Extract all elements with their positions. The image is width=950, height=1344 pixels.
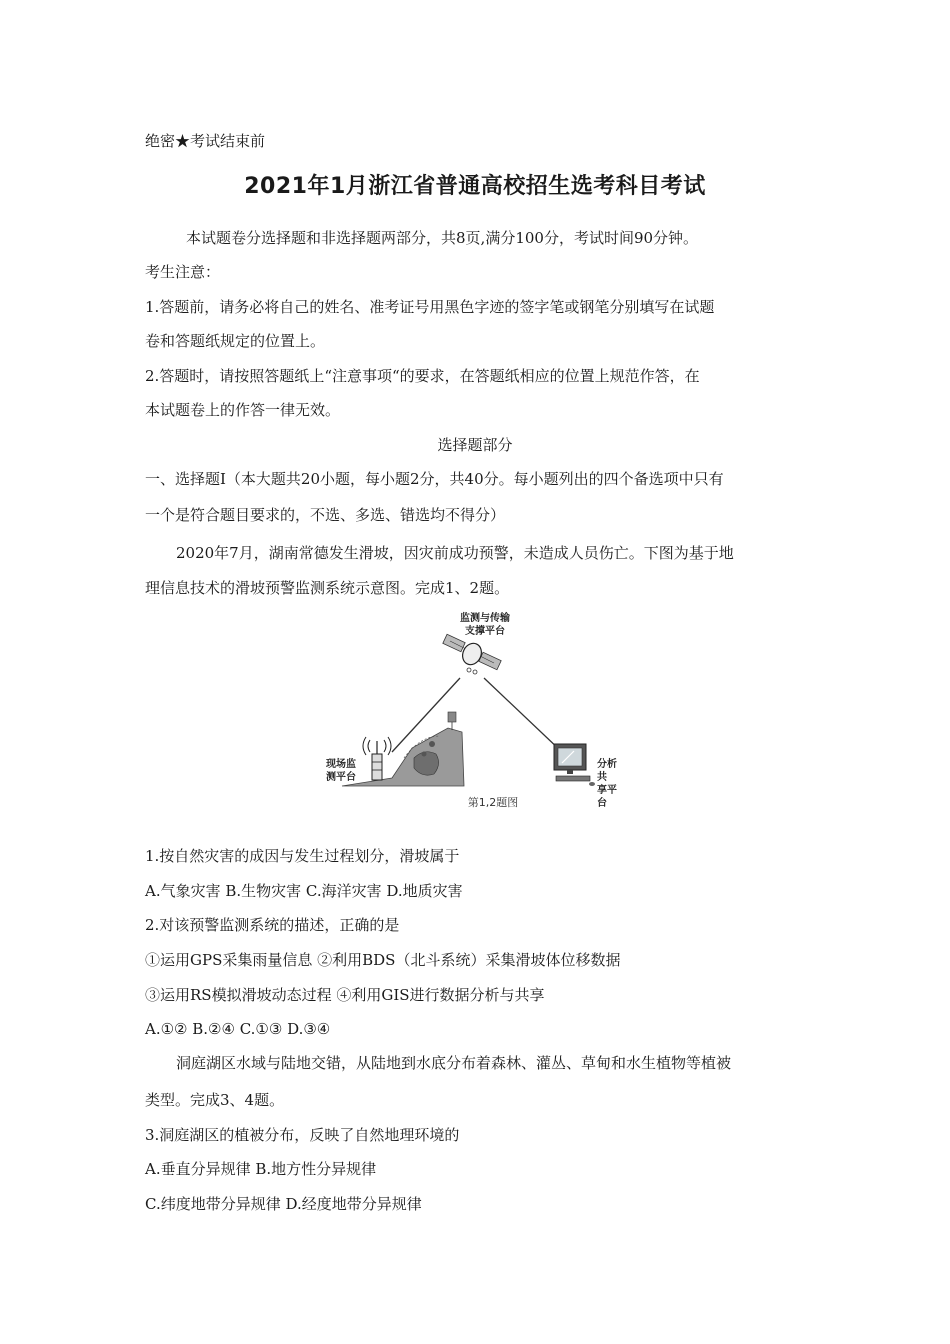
- notice-1-line-1: 1.答题前，请务必将自己的姓名、准考证号用黑色字迹的签字笔或钢笔分别填写在试题: [145, 298, 715, 316]
- section-heading: 选择题部分: [437, 436, 513, 454]
- passage-1-line-1: 2020年7月，湖南常德发生滑坡，因灾前成功预警，未造成人员伤亡。下图为基于地: [176, 544, 734, 562]
- label-analysis-sharing-platform: 分析共 享平台: [597, 759, 617, 809]
- exam-summary: 本试题卷分选择题和非选择题两部分，共8页,满分100分，考试时间90分钟。: [186, 229, 699, 247]
- notice-1-line-2: 卷和答题纸规定的位置上。: [145, 332, 326, 350]
- part1-instructions-line-2: 一个是符合题目要求的，不选、多选、错选均不得分）: [145, 506, 506, 524]
- question-3-stem: 3.洞庭湖区的植被分布，反映了自然地理环境的: [145, 1126, 460, 1144]
- question-1-options: A.气象灾害 B.生物灾害 C.海洋灾害 D.地质灾害: [145, 882, 463, 900]
- computer-icon: [554, 744, 595, 786]
- passage-2-line-1: 洞庭湖区水域与陆地交错，从陆地到水底分布着森林、灌丛、草甸和水生植物等植被: [176, 1054, 732, 1072]
- passage-2-line-2: 类型。完成3、4题。: [145, 1091, 285, 1109]
- part1-instructions-line-1: 一、选择题Ⅰ（本大题共20小题，每小题2分，共40分。每小题列出的四个备选项中只有: [145, 470, 724, 488]
- notice-2-line-1: 2.答题时，请按照答题纸上“注意事项“的要求，在答题纸相应的位置上规范作答，在: [145, 367, 700, 385]
- question-2-stem: 2.对该预警监测系统的描述，正确的是: [145, 916, 400, 934]
- question-1-stem: 1.按自然灾害的成因与发生过程划分，滑坡属于: [145, 847, 460, 865]
- satellite-icon: [443, 634, 501, 674]
- notice-heading: 考生注意：: [145, 263, 221, 281]
- passage-1-line-2: 理信息技术的滑坡预警监测系统示意图。完成1、2题。: [145, 579, 510, 597]
- exam-title: 2021年1月浙江省普通高校招生选考科目考试: [244, 174, 706, 199]
- figure-caption: 第1,2题图: [467, 796, 519, 809]
- notice-2-line-2: 本试题卷上的作答一律无效。: [145, 401, 341, 419]
- landslide-monitoring-figure: [322, 608, 626, 816]
- question-2-options: A.①② B.②④ C.①③ D.③④: [145, 1020, 331, 1038]
- question-2-item-b: ③运用RS模拟滑坡动态过程 ④利用GIS进行数据分析与共享: [145, 986, 545, 1004]
- secret-mark: 绝密★考试结束前: [145, 132, 266, 150]
- monitoring-tower-icon: [363, 737, 391, 780]
- label-field-monitoring-platform: 现场监 测平台: [326, 759, 356, 783]
- question-3-options-line-2: C.纬度地带分异规律 D.经度地带分异规律: [145, 1195, 422, 1213]
- question-2-item-a: ①运用GPS采集雨量信息 ②利用BDS（北斗系统）采集滑坡体位移数据: [145, 951, 621, 969]
- figure-drawing: [322, 608, 626, 816]
- label-transmission-platform: 监测与传输 支撑平台: [460, 613, 510, 637]
- question-3-options-line-1: A.垂直分异规律 B.地方性分异规律: [145, 1160, 377, 1178]
- landslide-hill-icon: [342, 712, 464, 786]
